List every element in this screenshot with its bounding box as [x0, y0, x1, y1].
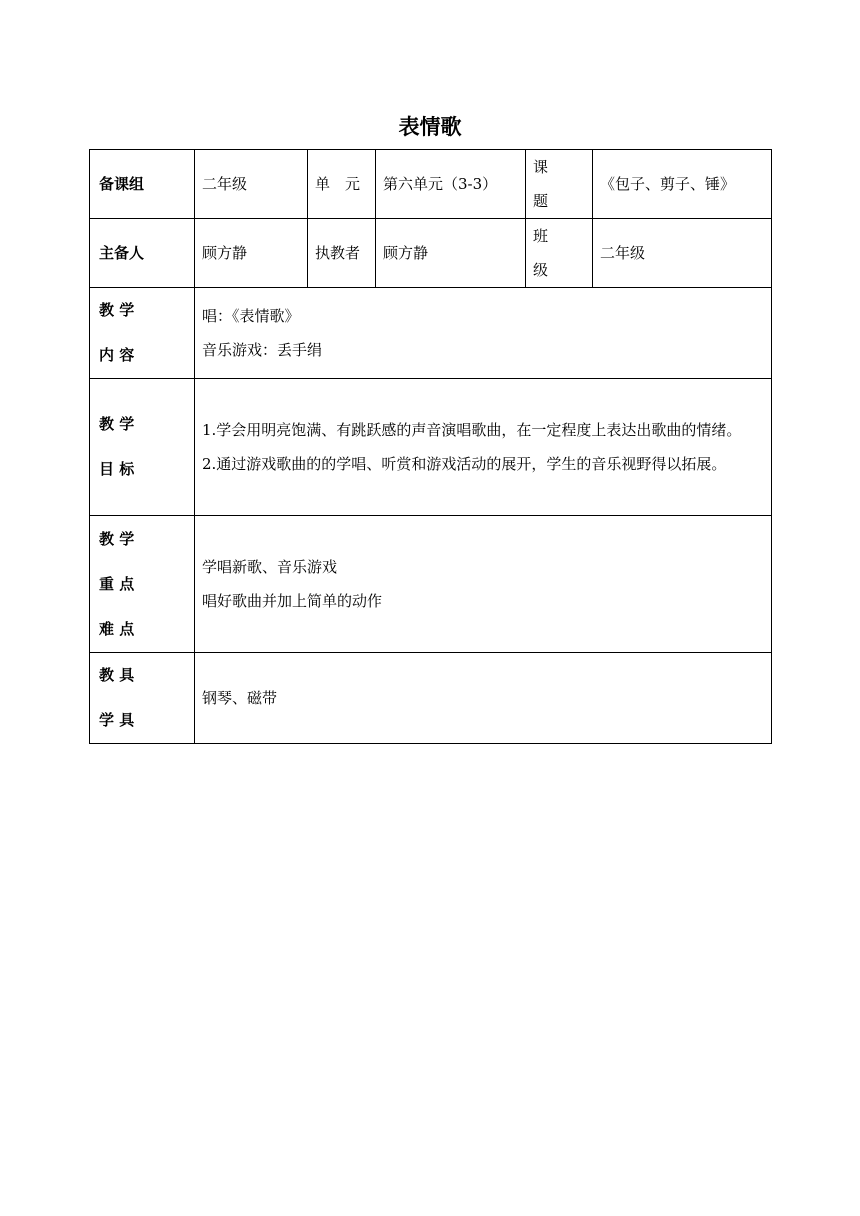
- prep-group-label: 备课组: [90, 150, 195, 219]
- lesson-plan-table: [89, 149, 772, 744]
- content-line: 音乐游戏：丢手绢: [202, 341, 323, 359]
- label-line: 目 标: [99, 460, 135, 478]
- class-label-line: 级: [533, 261, 549, 279]
- unit-label: 单 元: [308, 150, 376, 219]
- label-line: 教 学: [99, 301, 135, 319]
- topic-label-line: 课: [533, 158, 549, 176]
- teacher-label: 执教者: [308, 219, 376, 288]
- goal-line: 1.学会用明亮饱满、有跳跃感的声音演唱歌曲，在一定程度上表达出歌曲的情绪。: [202, 421, 742, 439]
- table-row: [90, 379, 772, 516]
- teaching-content-value: [195, 288, 772, 379]
- class-label-line: 班: [533, 227, 549, 245]
- goal-line: 2.通过游戏歌曲的的学唱、听赏和游戏活动的展开，学生的音乐视野得以拓展。: [202, 455, 727, 473]
- unit-value: 第六单元（3-3）: [376, 150, 526, 219]
- tools-line: 钢琴、磁带: [202, 689, 278, 707]
- class-label: [526, 219, 593, 288]
- class-value: 二年级: [593, 219, 772, 288]
- prep-group-value: 二年级: [195, 150, 308, 219]
- table-row: [90, 219, 772, 288]
- teaching-goals-value: [195, 379, 772, 516]
- tools-label: [90, 653, 195, 744]
- table-row: [90, 150, 772, 219]
- keypoint-line: 唱好歌曲并加上简单的动作: [202, 592, 383, 610]
- preparer-label: 主备人: [90, 219, 195, 288]
- key-points-value: [195, 516, 772, 653]
- label-line: 教 具: [99, 666, 135, 684]
- label-line: 难 点: [99, 619, 135, 638]
- table-row: [90, 288, 772, 379]
- label-line: 教 学: [99, 529, 135, 548]
- table-row: [90, 516, 772, 653]
- topic-value: 《包子、剪子、锤》: [593, 150, 772, 219]
- key-points-label: [90, 516, 195, 653]
- topic-label-line: 题: [533, 192, 549, 210]
- teacher-value: 顾方静: [376, 219, 526, 288]
- label-line: 内 容: [99, 346, 135, 364]
- preparer-value: 顾方静: [195, 219, 308, 288]
- page-title: 表情歌: [398, 115, 462, 139]
- label-line: 教 学: [99, 415, 135, 433]
- teaching-content-label: [90, 288, 195, 379]
- label-line: 学 具: [99, 711, 135, 729]
- topic-label: [526, 150, 593, 219]
- teaching-goals-label: [90, 379, 195, 516]
- content-line: 唱：《表情歌》: [202, 307, 300, 325]
- keypoint-line: 学唱新歌、音乐游戏: [202, 558, 338, 576]
- label-line: 重 点: [99, 574, 135, 593]
- tools-value: [195, 653, 772, 744]
- table-row: [90, 653, 772, 744]
